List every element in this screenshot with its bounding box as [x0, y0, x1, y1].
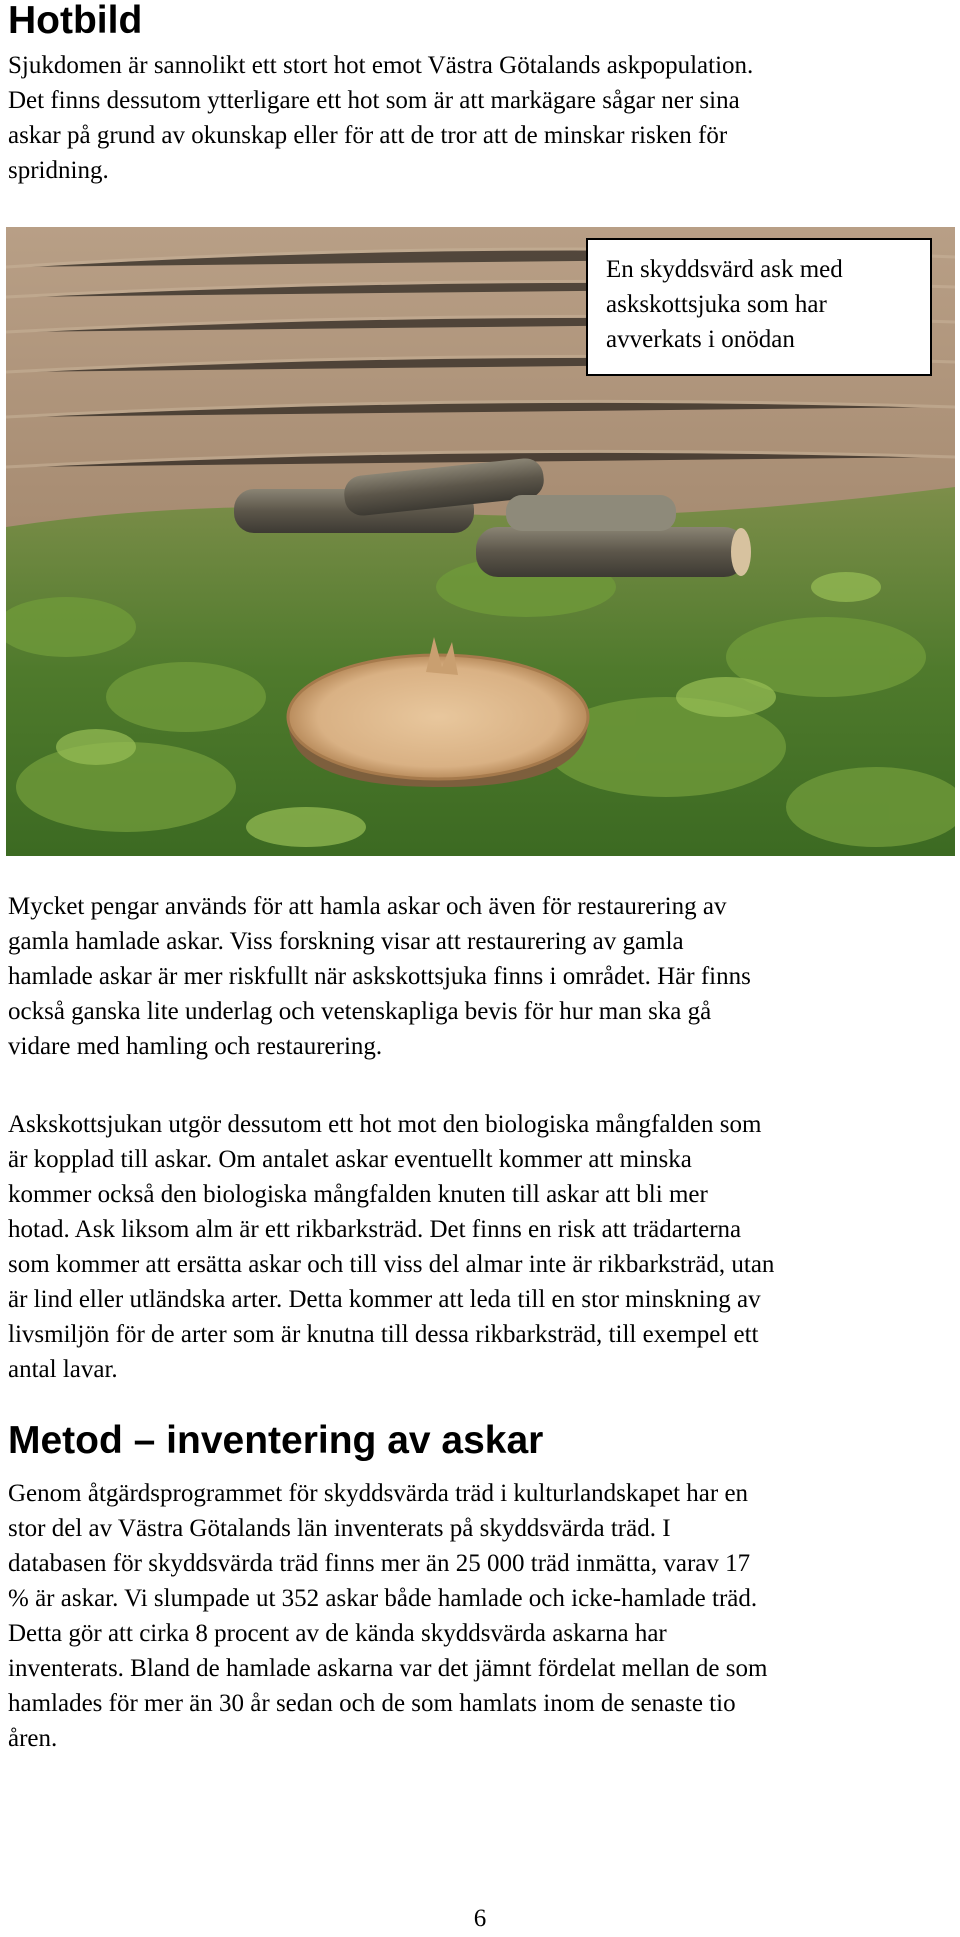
text-line: vidare med hamling och restaurering. [8, 1033, 383, 1060]
text-line: askar på grund av okunskap eller för att de tror att de minskar risken för [8, 122, 728, 149]
text-line: gamla hamlade askar. Viss forskning visar att restaurering av gamla [8, 928, 684, 955]
caption-line: askskottsjuka som har [606, 291, 827, 318]
text-line: spridning. [8, 157, 109, 184]
biodiversity-paragraph [8, 1107, 958, 1387]
text-line: Sjukdomen är sannolikt ett stort hot emot Västra Götalands askpopulation. [8, 52, 754, 79]
photo-caption [586, 238, 932, 376]
text-line: antal lavar. [8, 1356, 118, 1383]
caption-line: avverkats i onödan [606, 326, 795, 353]
text-line: Det finns dessutom ytterligare ett hot som är att markägare sågar ner sina [8, 87, 740, 114]
text-line: Askskottsjukan utgör dessutom ett hot mot den biologiska mångfalden som [8, 1111, 762, 1138]
text-line: hotad. Ask liksom alm är ett rikbarksträd. Det finns en risk att trädarterna [8, 1216, 742, 1243]
text-line: också ganska lite underlag och vetenskapliga bevis för hur man ska gå [8, 998, 712, 1025]
text-line: hamlades för mer än 30 år sedan och de som hamlats inom de senaste tio [8, 1690, 736, 1717]
text-line: åren. [8, 1725, 58, 1752]
text-line: inventerats. Bland de hamlade askarna var det jämnt fördelat mellan de som [8, 1655, 768, 1682]
text-line: databasen för skyddsvärda träd finns mer än 25 000 träd inmätta, varav 17 [8, 1550, 751, 1577]
restoration-paragraph [8, 889, 958, 1064]
heading-hotbild: Hotbild [8, 0, 143, 42]
page-number: 6 [473, 1905, 487, 1932]
text-line: hamlade askar är mer riskfullt när askskottsjuka finns i området. Här finns [8, 963, 751, 990]
text-line: kommer också den biologiska mångfalden knuten till askar att bli mer [8, 1181, 708, 1208]
text-line: stor del av Västra Götalands län inventerats på skyddsvärda träd. I [8, 1515, 671, 1542]
text-line: som kommer att ersätta askar och till viss del almar inte är rikbarksträd, utan [8, 1251, 775, 1278]
text-line: är lind eller utländska arter. Detta kommer att leda till en stor minskning av [8, 1286, 761, 1313]
heading-metod: Metod – inventering av askar [8, 1419, 544, 1462]
text-line: är kopplad till askar. Om antalet askar eventuellt kommer att minska [8, 1146, 692, 1173]
text-line: livsmiljön för de arter som är knutna till dessa rikbarksträd, till exempel ett [8, 1321, 759, 1348]
intro-paragraph [8, 48, 958, 188]
method-paragraph [8, 1476, 958, 1756]
text-line: Detta gör att cirka 8 procent av de kända skyddsvärda askarna har [8, 1620, 667, 1647]
caption-line: En skyddsvärd ask med [606, 256, 843, 283]
text-line: Mycket pengar används för att hamla askar och även för restaurering av [8, 893, 727, 920]
text-line: % är askar. Vi slumpade ut 352 askar både hamlade och icke-hamlade träd. [8, 1585, 758, 1612]
text-line: Genom åtgärdsprogrammet för skyddsvärda träd i kulturlandskapet har en [8, 1480, 749, 1507]
